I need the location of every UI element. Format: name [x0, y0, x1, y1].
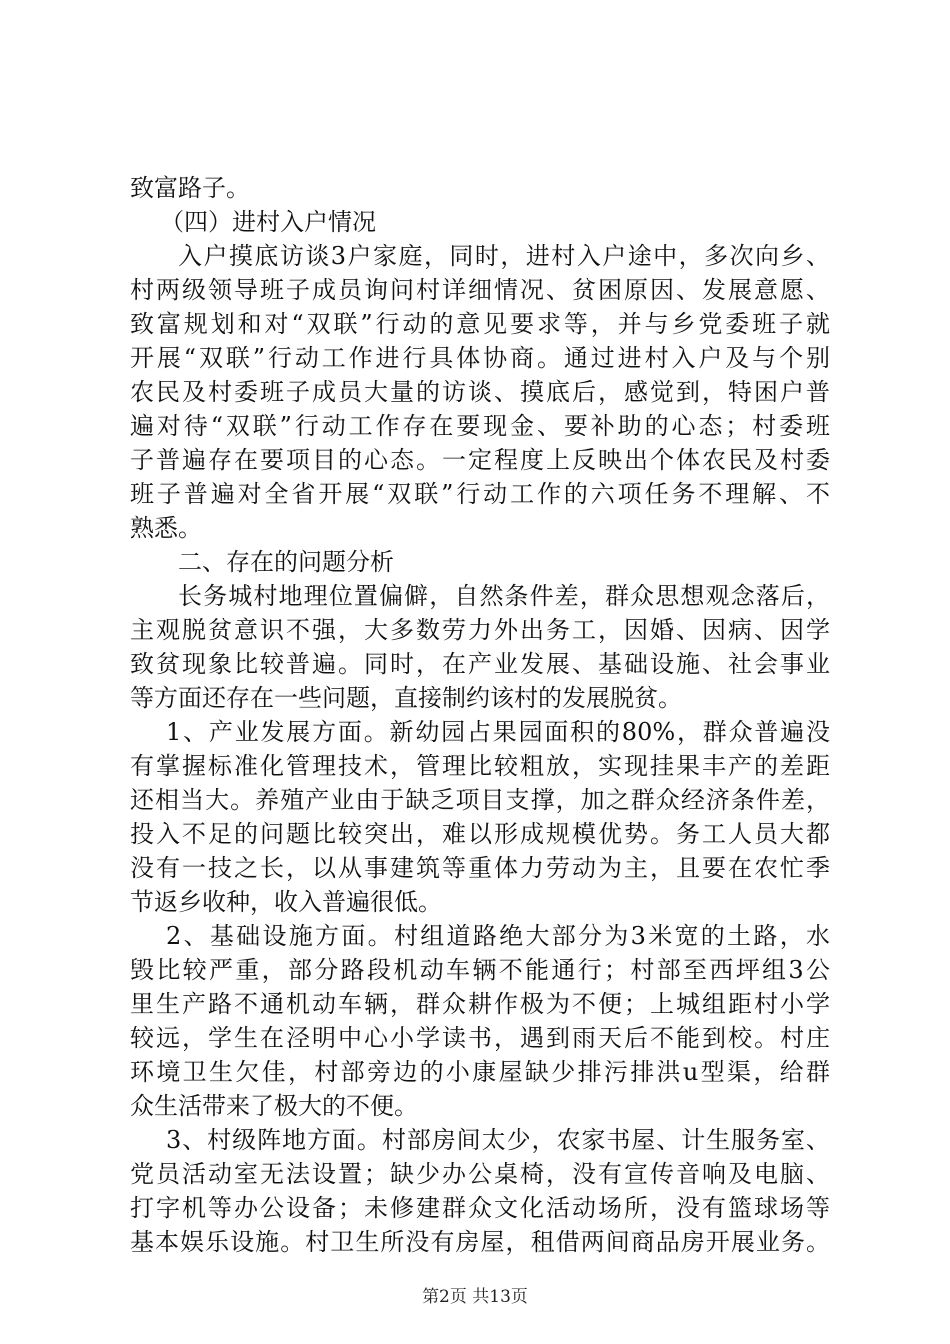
- paragraph-line: 村两级领导班子成员询问村详细情况、贫困原因、发展意愿、: [130, 276, 830, 304]
- paragraph-line: 没有一技之长，以从事建筑等重体力劳动为主，且要在农忙季: [130, 854, 830, 882]
- paragraph-line: 打字机等办公设备；未修建群众文化活动场所，没有篮球场等: [130, 1194, 830, 1222]
- paragraph-line: 节返乡收种，收入普遍很低。: [130, 888, 442, 916]
- paragraph-line: 主观脱贫意识不强，大多数劳力外出务工，因婚、因病、因学: [130, 616, 830, 644]
- paragraph-line: 农民及村委班子成员大量的访谈、摸底后，感觉到，特困户普: [130, 378, 830, 406]
- paragraph-line: 基本娱乐设施。村卫生所没有房屋，租借两间商品房开展业务。: [130, 1228, 830, 1256]
- paragraph-line: 里生产路不通机动车辆，群众耕作极为不便；上城组距村小学: [130, 990, 830, 1018]
- paragraph-line: 毁比较严重，部分路段机动车辆不能通行；村部至西坪组3公: [130, 956, 830, 984]
- paragraph-line: 众生活带来了极大的不便。: [130, 1092, 418, 1120]
- section-heading: （四）进村入户情况: [160, 208, 376, 236]
- paragraph-line: 等方面还存在一些问题，直接制约该村的发展脱贫。: [130, 684, 682, 712]
- paragraph-line: 致富规划和对“双联”行动的意见要求等，并与乡党委班子就: [130, 310, 830, 338]
- paragraph-line: 3、村级阵地方面。村部房间太少，农家书屋、计生服务室、: [166, 1126, 830, 1154]
- paragraph-line: 开展“双联”行动工作进行具体协商。通过进村入户及与个别: [130, 344, 830, 372]
- paragraph-line: 还相当大。养殖产业由于缺乏项目支撑，加之群众经济条件差，: [130, 786, 830, 814]
- section-heading: 二、存在的问题分析: [178, 548, 394, 576]
- paragraph-line: 班子普遍对全省开展“双联”行动工作的六项任务不理解、不: [130, 480, 830, 508]
- paragraph-line: 入户摸底访谈3户家庭，同时，进村入户途中，多次向乡、: [178, 242, 830, 270]
- paragraph-line: 致富路子。: [130, 174, 250, 202]
- paragraph-line: 致贫现象比较普遍。同时，在产业发展、基础设施、社会事业: [130, 650, 830, 678]
- paragraph-line: 子普遍存在要项目的心态。一定程度上反映出个体农民及村委: [130, 446, 830, 474]
- paragraph-line: 1、产业发展方面。新幼园占果园面积的80%，群众普遍没: [166, 718, 830, 746]
- paragraph-line: 长务城村地理位置偏僻，自然条件差，群众思想观念落后，: [178, 582, 830, 610]
- paragraph-line: 党员活动室无法设置；缺少办公桌椅，没有宣传音响及电脑、: [130, 1160, 830, 1188]
- paragraph-line: 环境卫生欠佳，村部旁边的小康屋缺少排污排洪u型渠，给群: [130, 1058, 830, 1086]
- paragraph-line: 2、基础设施方面。村组道路绝大部分为3米宽的土路，水: [166, 922, 830, 950]
- paragraph-line: 投入不足的问题比较突出，难以形成规模优势。务工人员大都: [130, 820, 830, 848]
- paragraph-line: 遍对待“双联”行动工作存在要现金、要补助的心态；村委班: [130, 412, 830, 440]
- page-number-footer: 第2页 共13页: [422, 1287, 528, 1307]
- paragraph-line: 有掌握标准化管理技术，管理比较粗放，实现挂果丰产的差距: [130, 752, 830, 780]
- paragraph-line: 熟悉。: [130, 514, 202, 542]
- paragraph-line: 较远，学生在泾明中心小学读书，遇到雨天后不能到校。村庄: [130, 1024, 830, 1052]
